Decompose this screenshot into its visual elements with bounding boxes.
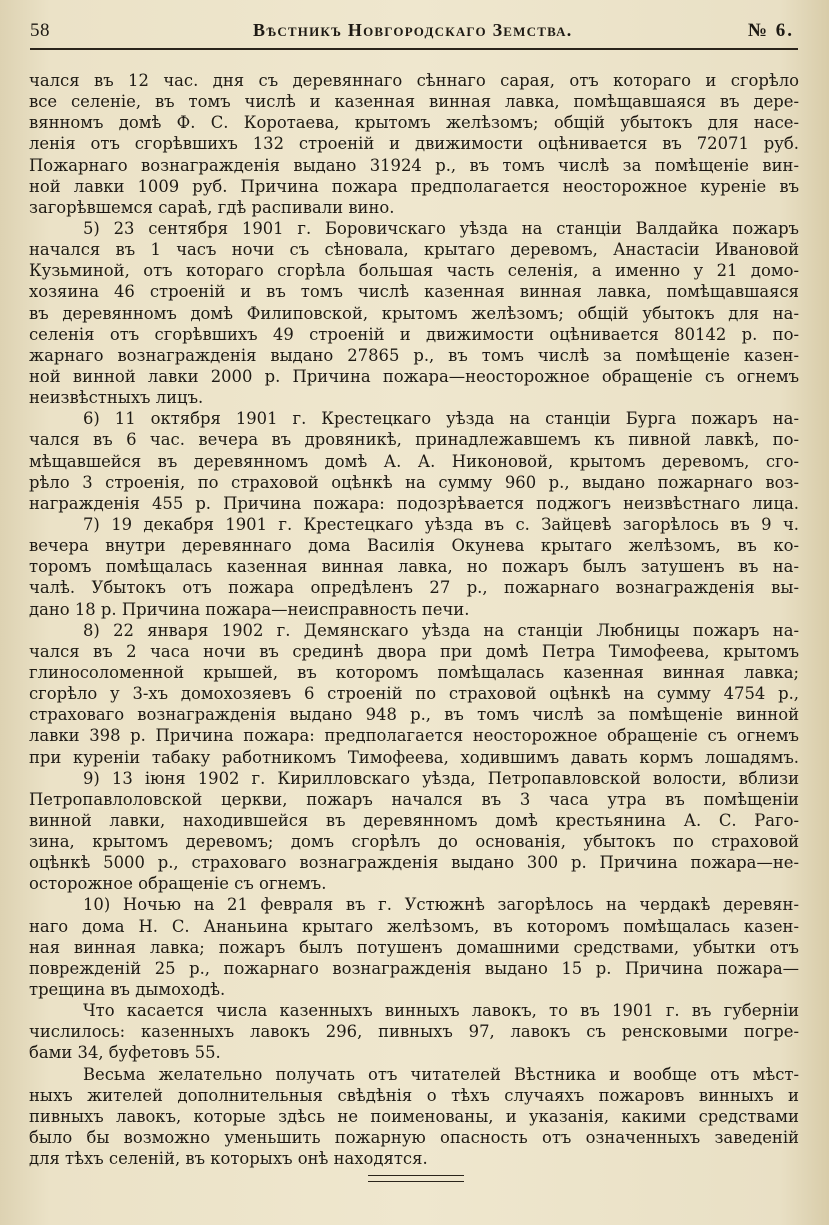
text-line: трещина въ дымоходѣ. xyxy=(29,980,226,1000)
text-line: наго дома Н. С. Ананьина крытаго желѣзомъ, въ которомъ помѣщалась казен- xyxy=(29,916,799,936)
text-line: рѣло 3 строенія, по страховой оцѣнкѣ на сумму 960 р., выдано пожарнаго воз- xyxy=(29,472,799,492)
text-line: 8) 22 января 1902 г. Демянскаго уѣзда на станціи Любницы пожаръ на- xyxy=(83,620,799,640)
text-line: все селеніе, въ томъ числѣ и казенная винная лавка, помѣщавшаяся въ дере- xyxy=(29,92,799,112)
text-line: торомъ помѣщалась казенная винная лавка, но пожаръ былъ затушенъ въ на- xyxy=(29,557,799,577)
text-line: чался въ 12 час. дня съ деревяннаго сѣннаго сарая, отъ котораго и сгорѣло xyxy=(29,71,799,90)
text-line: числилось: казенныхъ лавокъ 296, пивныхъ 97, лавокъ съ ренсковыми погре- xyxy=(29,1022,799,1042)
text-line: при куреніи табаку работникомъ Тимофеева, ходившимъ давать кормъ лошадямъ. xyxy=(29,747,799,767)
text-line: загорѣвшемся сараѣ, гдѣ распивали вино. xyxy=(29,197,395,217)
text-line: 6) 11 октября 1901 г. Крестецкаго уѣзда на станціи Бурга пожаръ на- xyxy=(83,409,799,429)
text-line: чалѣ. Убытокъ отъ пожара опредѣленъ 27 р., пожарнаго вознагражденія вы- xyxy=(29,578,799,598)
text-line: 7) 19 декабря 1901 г. Крестецкаго уѣзда въ с. Зайцевѣ загорѣлось въ 9 ч. xyxy=(83,514,799,534)
text-line: для тѣхъ селеній, въ которыхъ онѣ находятся. xyxy=(29,1149,428,1169)
text-line: ныхъ жителей дополнительныя свѣдѣнія о тѣхъ случаяхъ пожаровъ винныхъ и xyxy=(29,1085,799,1105)
header-rule xyxy=(30,48,798,50)
text-line: 5) 23 сентября 1901 г. Боровичскаго уѣзда на станціи Валдайка пожаръ xyxy=(83,218,799,238)
article-body xyxy=(29,70,799,1169)
text-line: было бы возможно уменьшить пожарную опасность отъ означенныхъ заведеній xyxy=(29,1128,799,1148)
text-line: лавки 398 р. Причина пожара: предполагается неосторожное обращеніе съ огнемъ xyxy=(29,726,799,746)
text-line: дано 18 р. Причина пожара—неисправность печи. xyxy=(29,599,470,619)
text-line: страховаго вознагражденія выдано 948 р., въ томъ числѣ за помѣщеніе винной xyxy=(29,705,799,725)
text-line: вянномъ домѣ Ф. С. Коротаева, крытомъ желѣзомъ; общій убытокъ для насе- xyxy=(29,113,799,133)
text-line: 10) Ночью на 21 февраля въ г. Устюжнѣ загорѣлось на чердакѣ деревян- xyxy=(83,895,799,915)
text-line: чался въ 6 час. вечера въ дровяникѣ, принадлежавшемъ къ пивной лавкѣ, по- xyxy=(29,430,799,450)
text-line: Кузьминой, отъ котораго сгорѣла большая часть селенія, а именно у 21 домо- xyxy=(29,261,799,281)
page-number: 58 xyxy=(30,20,50,41)
text-line: жарнаго вознагражденія выдано 27865 р., въ томъ числѣ за помѣщеніе казен- xyxy=(29,345,799,365)
text-line: пивныхъ лавокъ, которые здѣсь не поименованы, и указанія, какими средствами xyxy=(29,1106,799,1126)
text-line: глиносоломенной крышей, въ которомъ помѣщалась казенная винная лавка; xyxy=(29,662,799,682)
text-line: ной лавки 1009 руб. Причина пожара предполагается неосторожное куреніе въ xyxy=(29,176,799,196)
text-line: Весьма желательно получать отъ читателей Вѣстника и вообще отъ мѣст- xyxy=(83,1064,799,1084)
text-line: мѣщавшейся въ деревянномъ домѣ А. А. Никоновой, крытомъ деревомъ, сго- xyxy=(29,451,799,471)
text-line: въ деревянномъ домѣ Филиповской, крытомъ желѣзомъ; общій убытокъ для на- xyxy=(29,303,799,323)
text-line: начался въ 1 часъ ночи съ сѣновала, крытаго деревомъ, Анастасіи Ивановой xyxy=(29,240,799,260)
text-line: селенія отъ сгорѣвшихъ 49 строеній и движимости оцѣнивается 80142 р. по- xyxy=(29,324,799,344)
text-line: Что касается числа казенныхъ винныхъ лавокъ, то въ 1901 г. въ губерніи xyxy=(83,1001,799,1021)
text-line: Пожарнаго вознагражденія выдано 31924 р., въ томъ числѣ за помѣщеніе вин- xyxy=(29,155,799,175)
text-line: 9) 13 іюня 1902 г. Кирилловскаго уѣзда, Петропавловской волости, вблизи xyxy=(83,768,799,788)
text-line: сгорѣло у 3-хъ домохозяевъ 6 строеній по страховой оцѣнкѣ на сумму 4754 р., xyxy=(29,684,799,704)
text-line: чался въ 2 часа ночи въ срединѣ двора при домѣ Петра Тимофеева, крытомъ xyxy=(29,641,799,661)
text-line: оцѣнкѣ 5000 р., страховаго вознагражденія выдано 300 р. Причина пожара—не- xyxy=(29,853,799,873)
text-line: хозяина 46 строеній и въ томъ числѣ казенная винная лавка, помѣщавшаяся xyxy=(29,282,799,302)
text-line: ленія отъ сгорѣвшихъ 132 строеній и движимости оцѣнивается въ 72071 руб. xyxy=(29,134,799,154)
text-line: зина, крытомъ деревомъ; домъ сгорѣлъ до основанія, убытокъ по страховой xyxy=(29,832,799,852)
text-line: осторожное обращеніе съ огнемъ. xyxy=(29,874,327,894)
text-line: ная винная лавка; пожаръ былъ потушенъ домашними средствами, убытки отъ xyxy=(29,937,799,957)
journal-title: Вѣстникъ Новгородскаго Земства. xyxy=(253,20,573,40)
text-line: вечера внутри деревяннаго дома Василія Окунева крытаго желѣзомъ, въ ко- xyxy=(29,536,799,556)
issue-number: № 6. xyxy=(747,20,794,41)
text-line: бами 34, буфетовъ 55. xyxy=(29,1043,221,1063)
text-line: ной винной лавки 2000 р. Причина пожара—неосторожное обращеніе съ огнемъ xyxy=(29,366,799,386)
text-line: Петропавлоловской церкви, пожаръ начался въ 3 часа утра въ помѣщеніи xyxy=(29,789,799,809)
text-line: винной лавки, находившейся въ деревянномъ домѣ крестьянина А. С. Раго- xyxy=(29,810,799,830)
text-line: награжденія 455 р. Причина пожара: подозрѣвается поджогъ неизвѣстнаго лица. xyxy=(29,493,799,513)
running-header xyxy=(30,18,794,48)
end-of-article-rule xyxy=(368,1175,464,1182)
text-line: неизвѣстныхъ лицъ. xyxy=(29,388,204,408)
text-line: поврежденій 25 р., пожарнаго вознагражденія выдано 15 р. Причина пожара— xyxy=(29,958,799,978)
